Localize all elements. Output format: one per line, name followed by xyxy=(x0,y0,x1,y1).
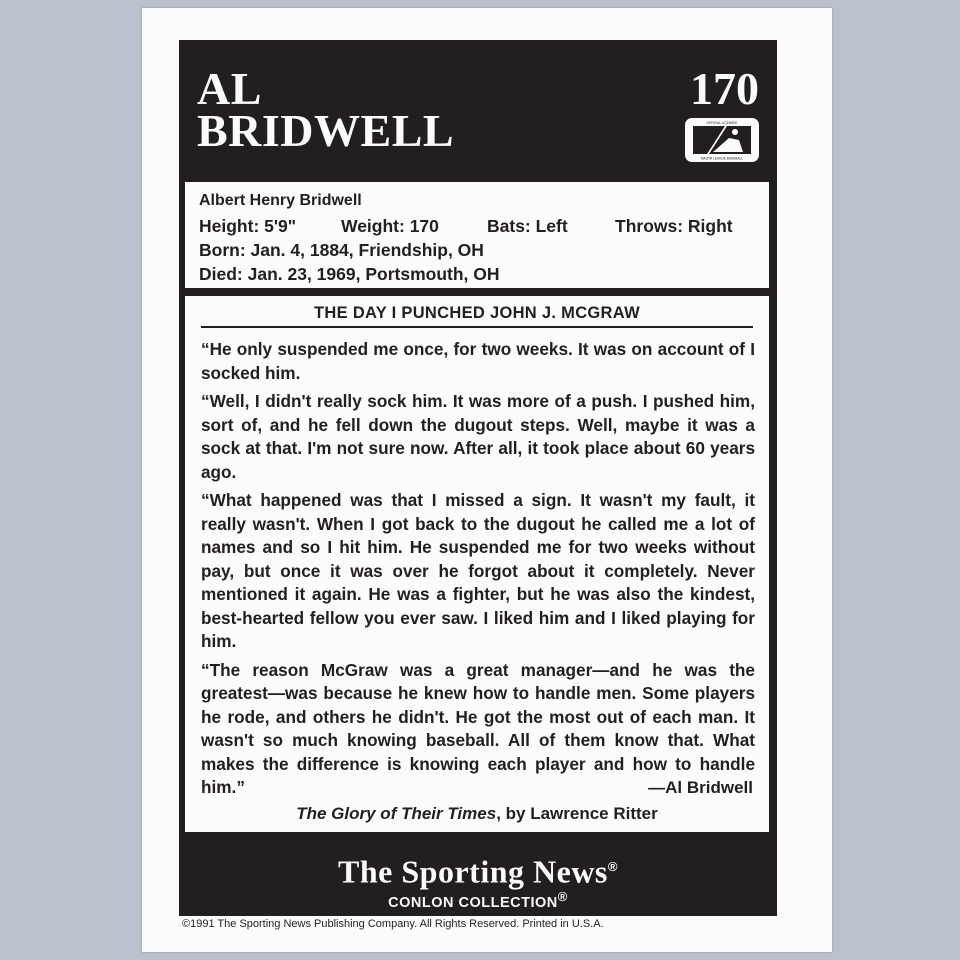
player-died: Died: Jan. 23, 1969, Portsmouth, OH xyxy=(199,264,500,284)
card-number: 170 xyxy=(690,63,759,114)
story-box xyxy=(185,296,769,832)
story-paragraph: “What happened was that I missed a sign. It wasn't my fault, it really wasn't. When I got back to the dugout he called me a lot of names and so I hit him. He suspended me for two weeks without pay, but once it was over he forgot about it completely. Never mentioned it again. He was a fighter, but he was also the kindest, best-hearted fellow you ever saw. I liked him and I liked playing for him. xyxy=(201,490,755,651)
player-born: Born: Jan. 4, 1884, Friendship, OH xyxy=(199,240,484,260)
player-bio-box xyxy=(185,182,769,288)
brand-name: The Sporting News xyxy=(338,853,608,890)
player-full-name: Albert Henry Bridwell xyxy=(199,192,362,209)
player-first-name: AL xyxy=(197,63,262,114)
copyright-notice: ©1991 The Sporting News Publishing Company. All Rights Reserved. Printed in U.S.A. xyxy=(182,918,604,930)
trading-card-back xyxy=(142,8,832,952)
source-author: , by Lawrence Ritter xyxy=(496,804,658,823)
player-throws: Throws: Right xyxy=(615,216,733,236)
story-paragraph: “Well, I didn't really sock him. It was more of a push. I pushed him, sort of, and he fell down the dugout steps. Well, maybe it was a sock at that. I'm not sure now. After all, it took place about 60 years ago. xyxy=(201,391,755,482)
brand-logo xyxy=(179,850,777,889)
player-last-name: BRIDWELL xyxy=(197,105,455,156)
player-weight: Weight: 170 xyxy=(341,216,439,236)
registered-mark: ® xyxy=(557,888,568,904)
card-dark-panel xyxy=(179,40,777,916)
player-name xyxy=(197,63,455,156)
mlb-logo-icon xyxy=(685,118,759,162)
brand-collection xyxy=(179,889,777,911)
collection-name: CONLON COLLECTION xyxy=(388,894,558,911)
story-body xyxy=(201,338,755,805)
story-title: THE DAY I PUNCHED JOHN J. MCGRAW xyxy=(201,304,753,328)
svg-text:OFFICIAL LICENSEE: OFFICIAL LICENSEE xyxy=(706,121,738,125)
story-paragraph: “He only suspended me once, for two weeks. It was on account of I socked him. xyxy=(201,339,755,383)
svg-text:MAJOR LEAGUE BASEBALL: MAJOR LEAGUE BASEBALL xyxy=(700,156,744,161)
brand-footer xyxy=(179,850,777,910)
registered-mark: ® xyxy=(607,859,618,874)
player-bats: Bats: Left xyxy=(487,216,568,236)
player-height: Height: 5'9" xyxy=(199,216,297,236)
source-book-title: The Glory of Their Times xyxy=(296,804,497,823)
story-source xyxy=(185,804,769,824)
story-attribution: —Al Bridwell xyxy=(648,778,753,797)
story-paragraph: “The reason McGraw was a great manager—and he was the greatest—was because he knew how to handle men. Some players he rode, and others he didn't. He got the most out of each man. It wasn't so much knowing baseball. All of them know that. What makes the difference is knowing each player and how to handle him.” xyxy=(201,659,755,797)
